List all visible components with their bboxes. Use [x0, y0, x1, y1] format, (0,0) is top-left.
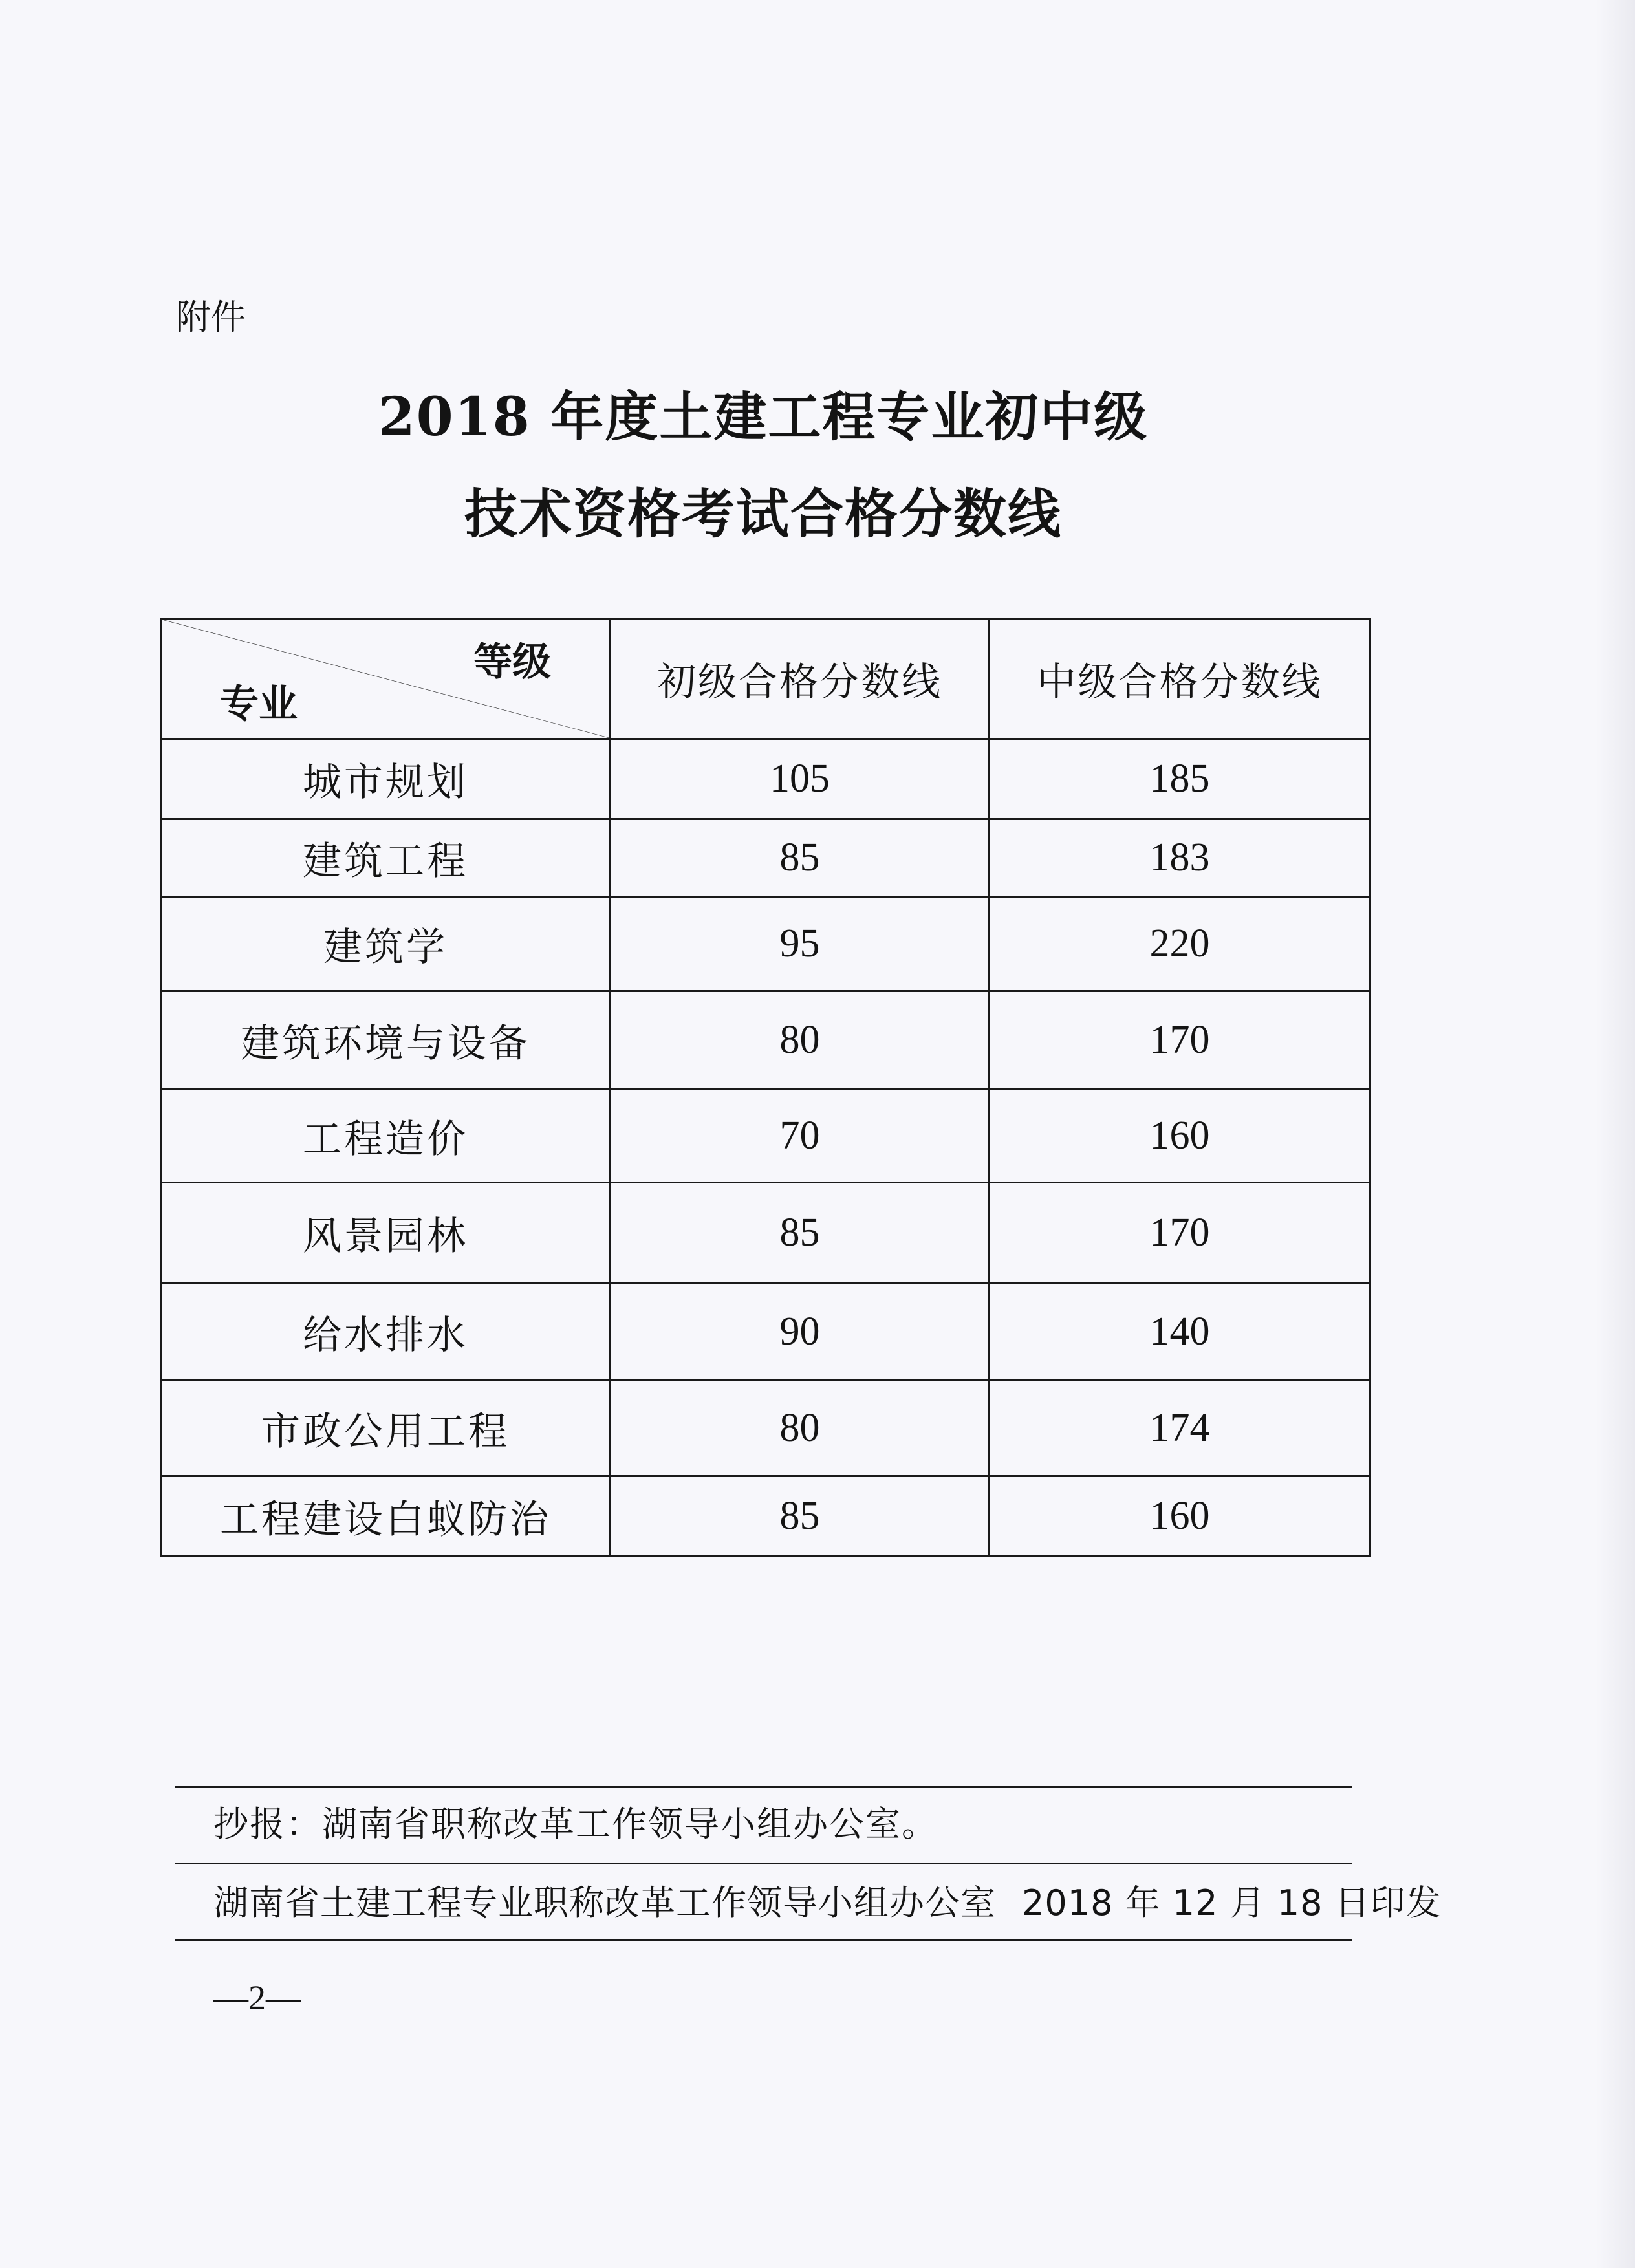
- footer-middle-rule: [175, 1863, 1352, 1864]
- junior-score-cell: 105: [611, 739, 990, 819]
- intermediate-score-cell: 185: [990, 739, 1370, 819]
- table-row: [161, 897, 1370, 991]
- table-row: [161, 739, 1370, 819]
- specialty-cell: 工程造价: [161, 1090, 611, 1183]
- table-row: [161, 1381, 1370, 1476]
- table-row: [161, 1284, 1370, 1381]
- intermediate-score-cell: 160: [990, 1476, 1370, 1557]
- specialty-header-label: 专业: [220, 682, 298, 727]
- junior-score-header: 初级合格分数线: [611, 619, 990, 739]
- issue-date: 2018 年 12 月 18 日印发: [1022, 1883, 1442, 1923]
- specialty-cell: 市政公用工程: [161, 1381, 611, 1476]
- specialty-cell: 风景园林: [161, 1183, 611, 1284]
- page-edge-shadow: [1596, 0, 1635, 2268]
- junior-score-cell: 85: [611, 1183, 990, 1284]
- specialty-cell: 城市规划: [161, 739, 611, 819]
- table-row: [161, 819, 1370, 897]
- diagonal-header-cell: [161, 619, 611, 739]
- cc-recipients-line: 抄报：湖南省职称改革工作领导小组办公室。: [213, 1804, 938, 1844]
- junior-score-cell: 90: [611, 1284, 990, 1381]
- intermediate-score-cell: 183: [990, 819, 1370, 897]
- specialty-cell: 建筑环境与设备: [161, 991, 611, 1090]
- intermediate-score-cell: 174: [990, 1381, 1370, 1476]
- intermediate-score-cell: 170: [990, 991, 1370, 1090]
- document-title-line-2: 技术资格考试合格分数线: [464, 483, 1062, 545]
- junior-score-cell: 85: [611, 1476, 990, 1557]
- table-row: [161, 991, 1370, 1090]
- page-number: —2—: [213, 1978, 301, 2017]
- junior-score-cell: 80: [611, 1381, 990, 1476]
- junior-score-cell: 95: [611, 897, 990, 991]
- intermediate-score-cell: 140: [990, 1284, 1370, 1381]
- intermediate-score-cell: 160: [990, 1090, 1370, 1183]
- document-title-line-1: 2018 年度土建工程专业初中级: [378, 386, 1149, 448]
- table-header-row: [161, 619, 1370, 739]
- footer-bottom-rule: [175, 1939, 1352, 1941]
- specialty-cell: 建筑学: [161, 897, 611, 991]
- intermediate-score-header: 中级合格分数线: [990, 619, 1370, 739]
- footer-top-rule: [175, 1786, 1352, 1788]
- specialty-cell: 给水排水: [161, 1284, 611, 1381]
- attachment-label: 附件: [176, 297, 246, 338]
- specialty-cell: 工程建设白蚁防治: [161, 1476, 611, 1557]
- junior-score-cell: 85: [611, 819, 990, 897]
- issuing-office: 湖南省土建工程专业职称改革工作领导小组办公室: [213, 1883, 996, 1923]
- junior-score-cell: 70: [611, 1090, 990, 1183]
- passing-score-table: [160, 618, 1371, 1557]
- table-row: [161, 1183, 1370, 1284]
- issuer-line: [213, 1875, 1442, 1925]
- table-row: [161, 1476, 1370, 1557]
- intermediate-score-cell: 220: [990, 897, 1370, 991]
- intermediate-score-cell: 170: [990, 1183, 1370, 1284]
- specialty-cell: 建筑工程: [161, 819, 611, 897]
- junior-score-cell: 80: [611, 991, 990, 1090]
- table-row: [161, 1090, 1370, 1183]
- grade-header-label: 等级: [473, 640, 551, 685]
